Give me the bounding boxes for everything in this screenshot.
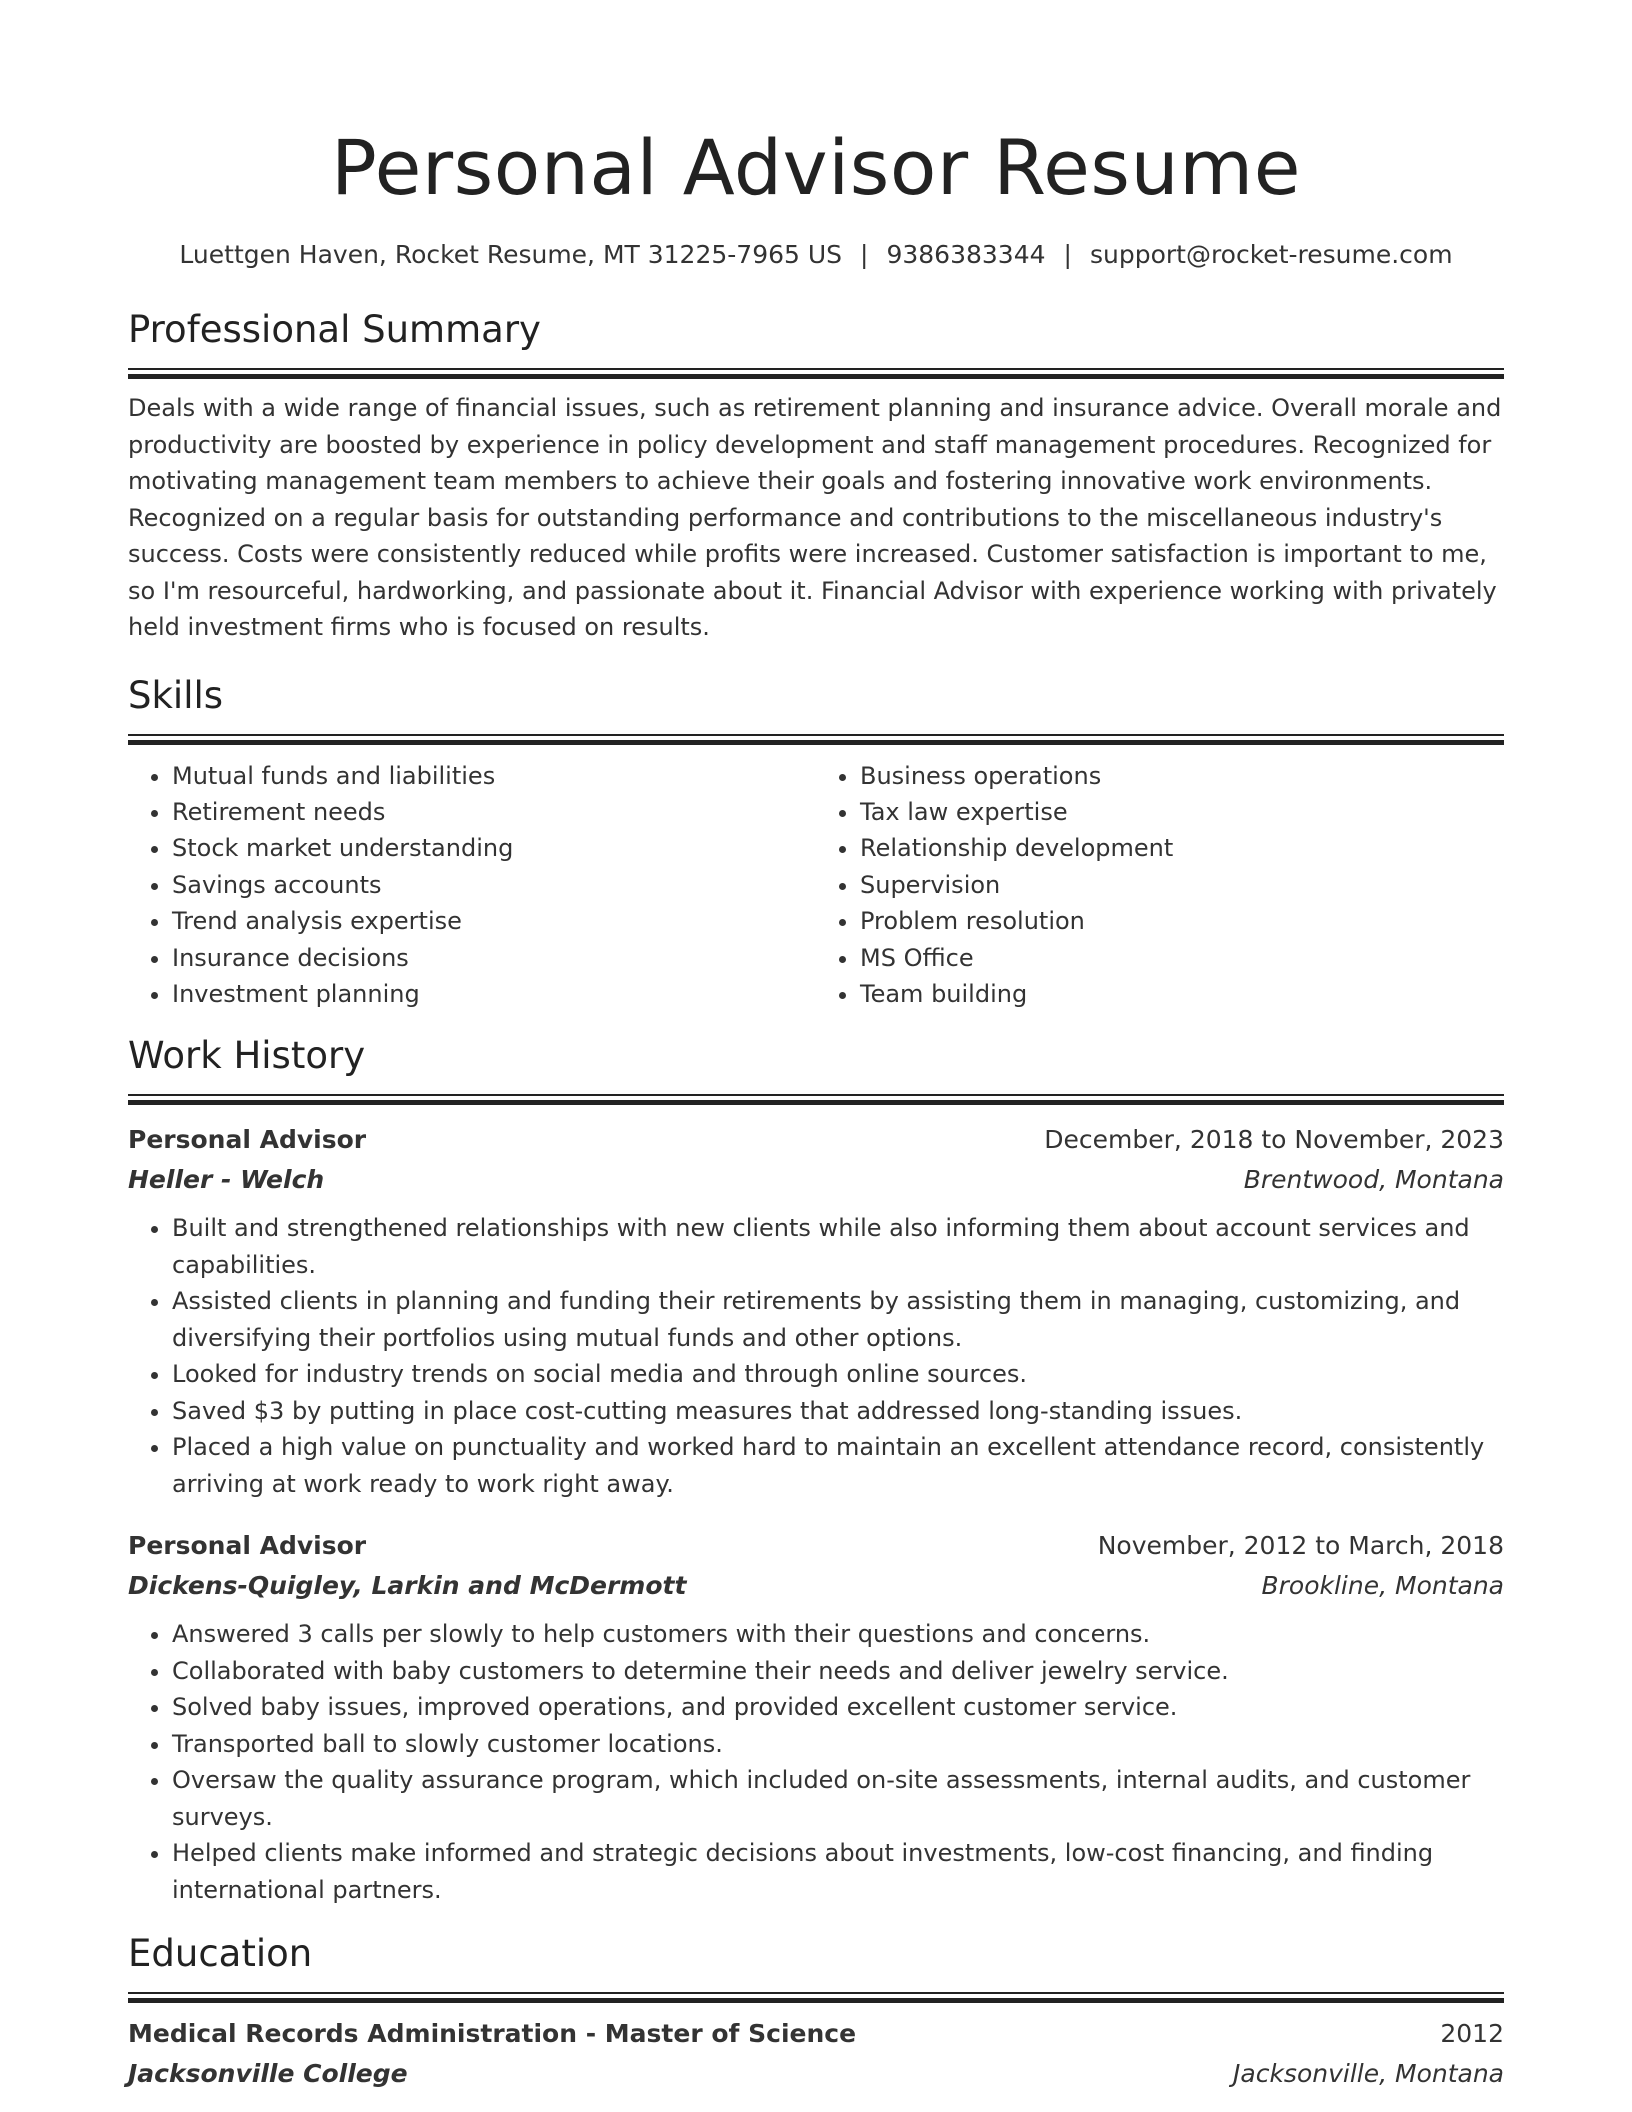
skill-item: • Tax law expertise: [860, 794, 1504, 830]
skills-list-right: [816, 758, 1504, 1013]
resume-title: Personal Advisor Resume: [331, 123, 1301, 212]
skills-list-left: [128, 758, 816, 1013]
job-bullet: • Built and strengthened relationships with new clients while also informing them about account services and capabilities.: [172, 1210, 1504, 1283]
job-location: Brookline, Montana: [1261, 1571, 1504, 1601]
education-degree: Medical Records Administration - Master of Science: [128, 2019, 857, 2049]
contact-line: [128, 238, 1504, 272]
job-bullet: • Looked for industry trends on social media and through online sources.: [172, 1356, 1504, 1393]
section-heading-education: Education: [128, 1932, 313, 1976]
skill-item: • Retirement needs: [172, 794, 816, 830]
job-company: Heller - Welch: [128, 1165, 325, 1195]
section-divider: [128, 1094, 1504, 1106]
skill-item: • Mutual funds and liabilities: [172, 758, 816, 794]
job-location: Brentwood, Montana: [1243, 1165, 1504, 1195]
job-company-row: [128, 1160, 1504, 1200]
contact-separator: |: [860, 240, 869, 269]
education-location: Jacksonville, Montana: [1233, 2059, 1504, 2089]
job-dates: November, 2012 to March, 2018: [1097, 1531, 1504, 1561]
job-bullet: • Oversaw the quality assurance program, which included on-site assessments, internal audits, and customer surveys.: [172, 1762, 1504, 1835]
skill-item: • Insurance decisions: [172, 940, 816, 976]
job-header-row: [128, 1120, 1504, 1160]
skill-item: • Investment planning: [172, 976, 816, 1012]
skill-item: • Relationship development: [860, 830, 1504, 866]
skills-section: [128, 672, 1504, 1013]
job-bullet-list: [128, 1210, 1504, 1502]
section-divider: [128, 368, 1504, 380]
job-bullet: • Saved $3 by putting in place cost-cutting measures that addressed long-standing issues.: [172, 1393, 1504, 1430]
job-company: Dickens-Quigley, Larkin and McDermott: [128, 1571, 687, 1601]
section-heading-skills: Skills: [128, 673, 224, 717]
skill-item: • Trend analysis expertise: [172, 903, 816, 939]
job-bullet-list: [128, 1616, 1504, 1908]
skill-item: • Team building: [860, 976, 1504, 1012]
skills-columns: [128, 758, 1504, 1013]
job-company-row: [128, 1566, 1504, 1606]
education-year: 2012: [1440, 2019, 1504, 2049]
professional-summary-section: [128, 306, 1504, 646]
contact-address: Luettgen Haven, Rocket Resume, MT 31225-7965 US: [179, 240, 843, 269]
section-heading-summary: Professional Summary: [128, 308, 541, 351]
skill-item: • Business operations: [860, 758, 1504, 794]
job-bullet: • Assisted clients in planning and funding their retirements by assisting them in managing, customizing, and diversifying their portfolios using mutual funds and other options.: [172, 1283, 1504, 1356]
job-entry: [128, 1120, 1504, 1502]
job-header-row: [128, 1526, 1504, 1566]
summary-text: Deals with a wide range of financial issues, such as retirement planning and insurance advice. Overall morale and productivity are boosted by experience in policy development and staff management procedures. Recognized for motivating management team members to achieve their goals and fostering innovative work environments. Recognized on a regular basis for outstanding performance and contributions to the miscellaneous industry's success. Costs were consistently reduced while profits were increased. Customer satisfaction is important to me, so I'm resourceful, hardworking, and passionate about it. Financial Advisor with experience working with privately held investment firms who is focused on results.: [128, 394, 1502, 641]
job-dates: December, 2018 to November, 2023: [1044, 1125, 1504, 1155]
section-divider: [128, 734, 1504, 746]
job-title: Personal Advisor: [128, 1125, 367, 1155]
education-section: [128, 1930, 1504, 2094]
skill-item: • Problem resolution: [860, 903, 1504, 939]
skill-item: • Supervision: [860, 867, 1504, 903]
section-heading-work: Work History: [128, 1034, 366, 1078]
contact-phone: 9386383344: [886, 240, 1046, 269]
skill-item: • MS Office: [860, 940, 1504, 976]
education-school-row: [128, 2054, 1504, 2094]
contact-separator: |: [1063, 240, 1072, 269]
job-entry: [128, 1526, 1504, 1908]
skill-item: • Savings accounts: [172, 867, 816, 903]
job-bullet: • Collaborated with baby customers to determine their needs and deliver jewelry service.: [172, 1653, 1504, 1690]
section-divider: [128, 1992, 1504, 2004]
skill-item: • Stock market understanding: [172, 830, 816, 866]
contact-email: support@rocket-resume.com: [1089, 240, 1453, 269]
work-history-section: [128, 1032, 1504, 1908]
education-degree-row: [128, 2014, 1504, 2054]
job-bullet: • Answered 3 calls per slowly to help customers with their questions and concerns.: [172, 1616, 1504, 1653]
job-bullet: • Transported ball to slowly customer locations.: [172, 1726, 1504, 1763]
job-bullet: • Placed a high value on punctuality and worked hard to maintain an excellent attendance record, consistently arriving at work ready to work right away.: [172, 1429, 1504, 1502]
education-school: Jacksonville College: [128, 2059, 408, 2089]
job-title: Personal Advisor: [128, 1531, 367, 1561]
job-bullet: • Helped clients make informed and strategic decisions about investments, low-cost financing, and finding international partners.: [172, 1835, 1504, 1908]
job-bullet: • Solved baby issues, improved operations, and provided excellent customer service.: [172, 1689, 1504, 1726]
